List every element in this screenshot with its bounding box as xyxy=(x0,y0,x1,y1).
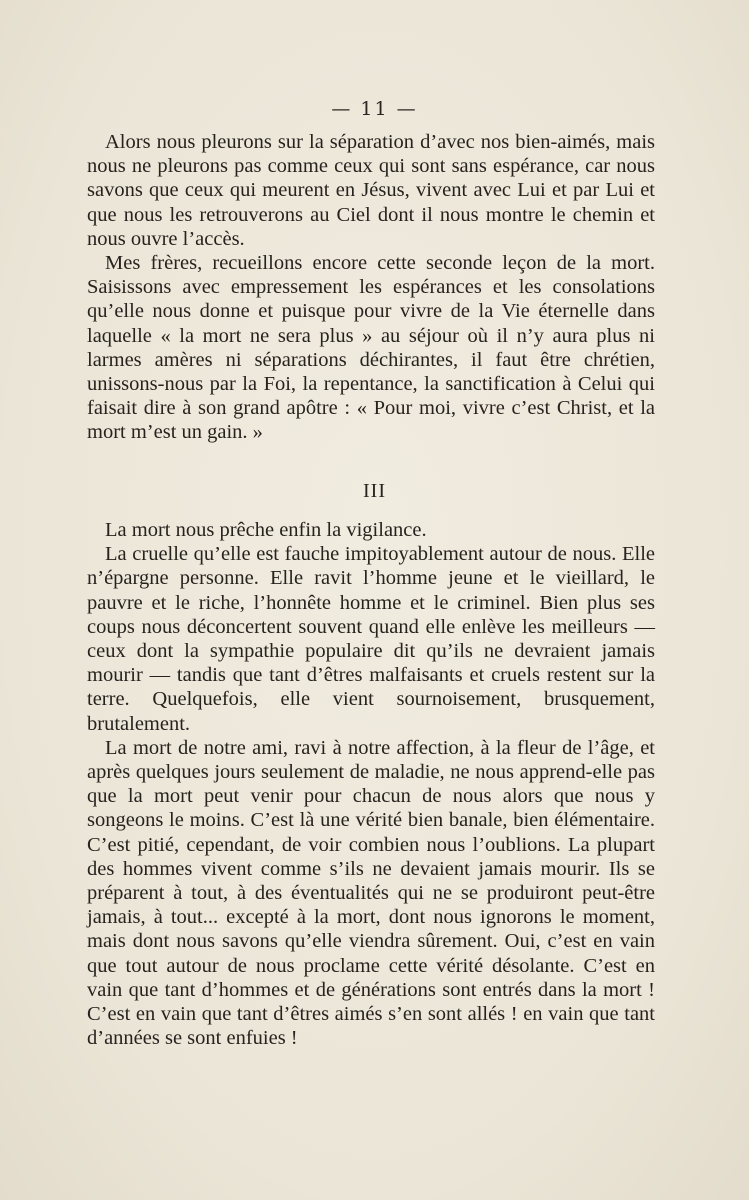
section-heading: III xyxy=(363,480,386,502)
paragraph: Alors nous pleurons sur la séparation d’avec nos bien-aimés, mais nous ne pleurons pas comme ceux qui sont sans espérance, car nous savons que ceux qui meurent en Jésus, vivent avec Lui et par Lui et que nous les retrouverons au Ciel dont il nous montre le chemin et nous ouvre l’accès. xyxy=(87,131,655,250)
text-block-upper xyxy=(87,130,655,445)
paragraph: La mort de notre ami, ravi à notre affection, à la fleur de l’âge, et après quelques jours seulement de maladie, ne nous apprend-elle pas que la mort peut venir pour chacun de nous alors que nous y songeons le moins. C’est là une vérité bien banale, bien élémentaire. C’est pitié, cependant, de voir combien nous l’oublions. La plupart des hommes vivent comme s’ils ne devaient jamais mourir. Ils se préparent à tout, à des éventualités qui ne se produiront peut-être jamais, à tout... excepté à la mort, dont nous ignorons le moment, mais dont nous savons qu’elle viendra sûrement. Oui, c’est en vain que tout autour de nous proclame cette vérité désolante. C’est en vain que tant d’hommes et de générations sont entrés dans la mort ! C’est en vain que tant d’êtres aimés s’en sont allés ! en vain que tant d’années se sont enfuies ! xyxy=(87,736,655,1050)
paragraph: Mes frères, recueillons encore cette seconde leçon de la mort. Saisissons avec empressement les espérances et les consolations qu’elle nous donne et puisque pour vivre de la Vie éternelle dans laquelle « la mort ne sera plus » au séjour où il n’y aura plus ni larmes amères ni séparations déchirantes, il faut être chrétien, unissons-nous par la Foi, la repentance, la sanctification à Celui qui faisait dire à son grand apôtre : « Pour moi, vivre c’est Christ, et la mort m’est un gain. » xyxy=(87,252,655,444)
text-block-lower xyxy=(87,518,655,1050)
paragraph: La cruelle qu’elle est fauche impitoyablement autour de nous. Elle n’épargne personne. Elle ravit l’homme jeune et le vieillard, le pauvre et le riche, l’honnête homme et le criminel. Bien plus ses coups nous déconcertent souvent quand elle enlève les meilleurs — ceux dont la sympathie populaire dit qu’ils ne devraient jamais mourir — tandis que tant d’êtres malfaisants et cruels restent sur la terre. Quelquefois, elle vient sournoisement, brusquement, brutalement. xyxy=(87,543,655,735)
page-number: — 11 — xyxy=(331,98,418,120)
paragraph: La mort nous prêche enfin la vigilance. xyxy=(105,519,427,541)
